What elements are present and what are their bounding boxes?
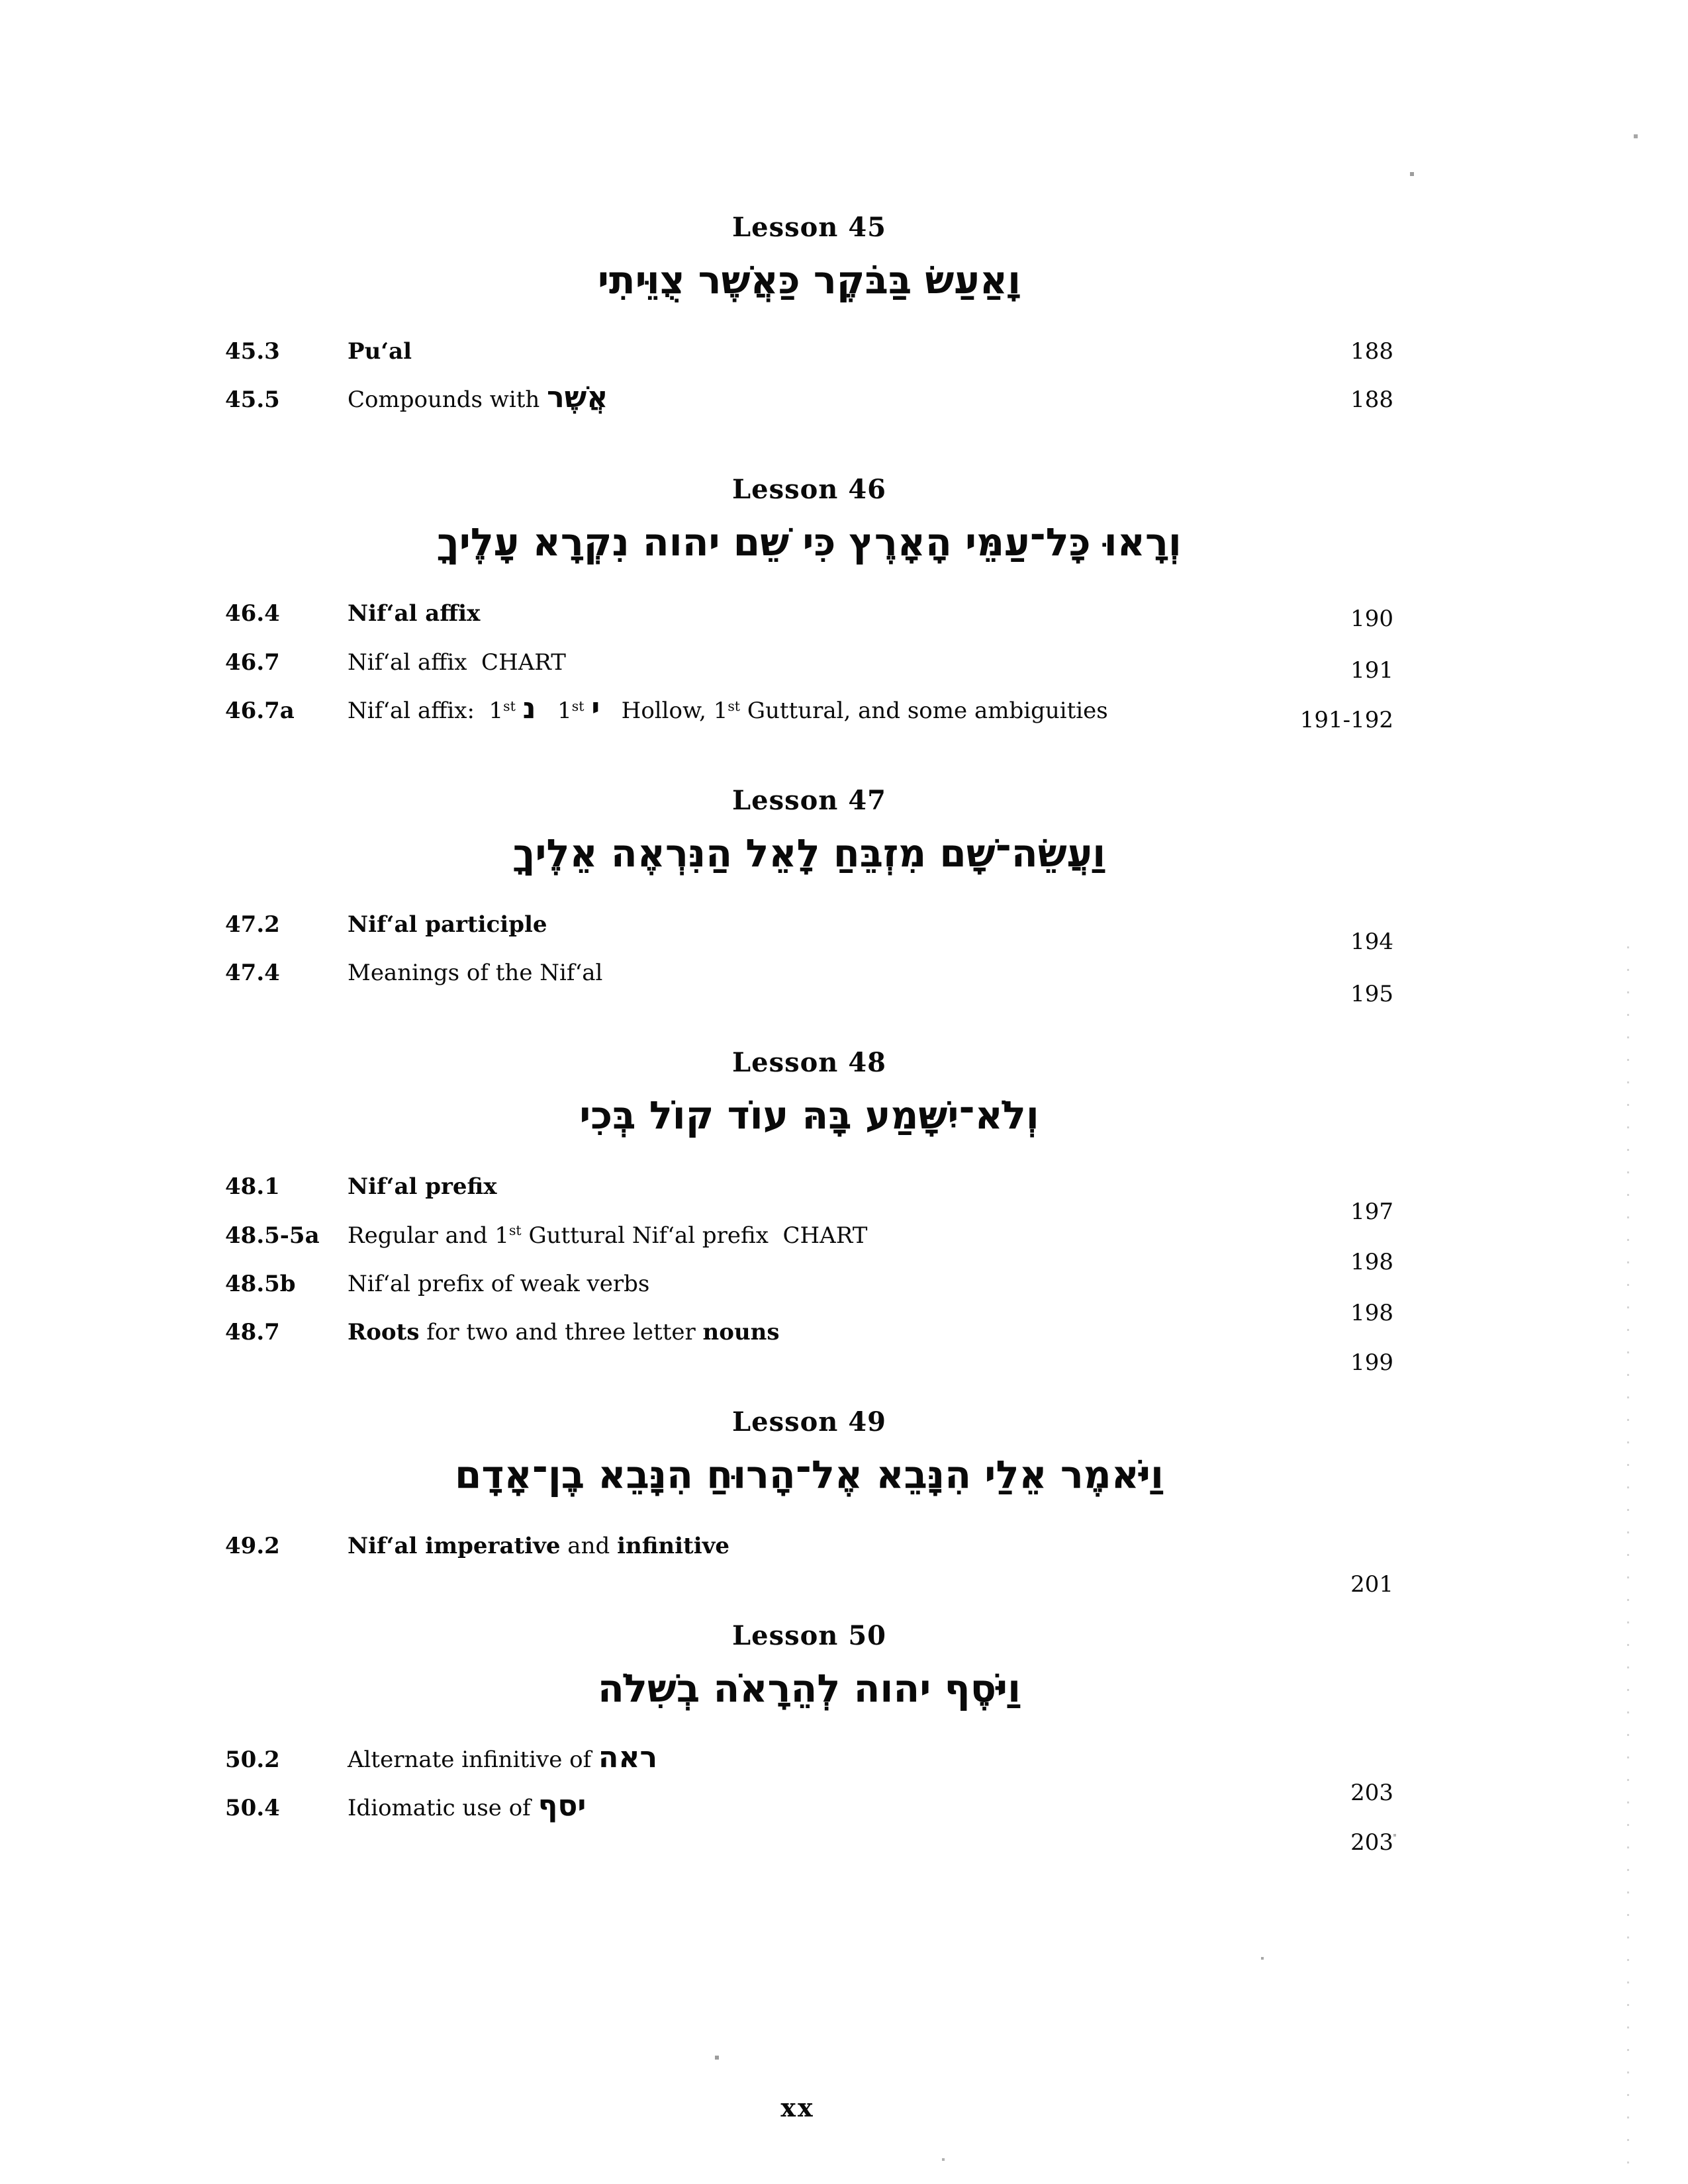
lesson-hebrew-verse: וְרָאוּ כָּל־עַמֵּי הָאָרֶץ כִּי שֵׁם יהוה נִקְרָא עָלֶיךָ [437, 520, 1182, 565]
entry-title [348, 1221, 1278, 1250]
entry-section-number: 48.1 [225, 1173, 280, 1201]
entry-title [348, 381, 1278, 415]
entry-title-segment: st [508, 1222, 522, 1239]
entry-page-number: 197 [1350, 1199, 1393, 1226]
scan-artifact-dotted-line [1627, 946, 1629, 2177]
toc-entry-row [225, 1531, 1393, 1598]
entry-title-segment: Regular and [348, 1222, 495, 1249]
toc-entry-row [225, 691, 1393, 733]
entry-section-number: 47.2 [225, 911, 280, 938]
entry-title-segment: and [560, 1533, 618, 1560]
entry-title [348, 1741, 1278, 1775]
entry-title-segment [536, 698, 557, 724]
toc-content [225, 212, 1393, 1856]
entry-title [348, 1318, 1278, 1347]
toc-entry-row [225, 599, 1393, 633]
entry-section-number: 46.7a [225, 697, 295, 724]
lesson-hebrew-verse: וָאַעַשׂ בַּבֹּקֶר כַּאֲשֶׁר צֻוֵּיתִי [597, 257, 1021, 302]
lesson-hebrew-verse: וַיֹּסֶף יהוה לְהֵרָאֹה בְשִׁלֹה [597, 1666, 1021, 1711]
entry-title [348, 599, 1278, 628]
entry-title-segment: Alternate infinitive of [348, 1747, 598, 1774]
entry-title-hebrew-word: י [591, 691, 600, 725]
toc-entry-row [225, 648, 1393, 684]
entry-title-segment: st [503, 698, 516, 714]
entry-page-number: 188 [1350, 338, 1393, 365]
entry-title-segment: 1 [494, 1222, 509, 1249]
entry-title [348, 1269, 1278, 1298]
entry-title-segment: Nif‘al affix: [348, 697, 489, 724]
entry-page-number: 191 [1350, 657, 1393, 684]
entry-title-segment: Nif‘al affix CHART [348, 649, 566, 676]
lesson-heading: Lesson 47 [732, 784, 886, 816]
lesson-section [225, 1047, 1393, 1376]
entry-title-segment: Guttural Nif‘al prefix CHART [521, 1222, 868, 1249]
entry-title-segment: Pu‘al [348, 338, 412, 365]
entry-title-segment: 1 [557, 697, 572, 724]
entry-title-segment: Nif‘al prefix [348, 1173, 497, 1201]
lesson-section [225, 474, 1393, 733]
entry-title [348, 691, 1278, 725]
lesson-heading: Lesson 46 [732, 474, 886, 506]
entry-section-number: 48.5-5a [225, 1222, 320, 1249]
entry-title-segment: 1 [713, 697, 728, 724]
entry-title-segment: 1 [489, 697, 504, 724]
entry-title-segment: for two and three letter [419, 1318, 703, 1345]
entry-title [348, 1172, 1278, 1201]
entry-title-hebrew-word: אֲשֶׁר [547, 381, 608, 415]
entry-title-hebrew-word: ראה [598, 1741, 658, 1775]
lesson-hebrew-verse: וַיֹּאמֶר אֵלַי הִנָּבֵא אֶל־הָרוּחַ הִנָּבֵא בֶן־אָדָם [455, 1452, 1164, 1498]
entry-title [348, 958, 1278, 987]
scan-artifact-specks [0, 0, 1, 1]
entry-title-segment: Idiomatic use of [348, 1795, 538, 1822]
lessons-container [225, 212, 1393, 1856]
entry-section-number: 50.2 [225, 1747, 280, 1774]
lesson-heading: Lesson 48 [732, 1047, 886, 1079]
entry-section-number: 46.4 [225, 600, 280, 627]
entry-page-number: 191-192 [1299, 706, 1393, 733]
toc-entry-row [225, 337, 1393, 366]
entry-section-number: 46.7 [225, 649, 280, 676]
entry-section-number: 45.3 [225, 338, 280, 365]
entry-title-hebrew-word: יסף [538, 1789, 586, 1823]
entry-title-segment: nouns [702, 1318, 780, 1345]
entry-title [348, 910, 1278, 939]
entry-title-hebrew-word: נ [522, 691, 536, 725]
entry-title-segment: Nif‘al affix [348, 600, 481, 627]
lesson-heading: Lesson 50 [732, 1620, 886, 1652]
lesson-section [225, 1406, 1393, 1598]
toc-entry-row [225, 381, 1393, 415]
entry-title [348, 648, 1278, 677]
lesson-section [225, 213, 1393, 414]
entry-title-segment: st [727, 698, 741, 714]
entry-page-number: 188 [1350, 387, 1393, 414]
entry-page-number: 201 [1350, 1571, 1393, 1598]
entry-title [348, 1531, 1278, 1561]
entry-page-number: 203 [1350, 1829, 1393, 1856]
entry-title-segment [584, 698, 591, 724]
entry-page-number: 203 [1350, 1780, 1393, 1807]
entry-section-number: 48.5b [225, 1270, 296, 1297]
entry-section-number: 50.4 [225, 1795, 280, 1822]
lesson-section [225, 784, 1393, 1008]
entry-section-number: 48.7 [225, 1318, 280, 1345]
toc-entry-row [225, 910, 1393, 955]
toc-entry-row [225, 1221, 1393, 1275]
lesson-hebrew-verse: וְלֹא־יִשָּׁמַע בָּהּ עוֹד קוֹל בְּכִי [579, 1093, 1039, 1138]
entry-page-number: 190 [1350, 606, 1393, 633]
entry-page-number: 194 [1350, 928, 1393, 955]
entry-title-segment: infinitive [617, 1533, 730, 1560]
entry-title-segment: Compounds with [348, 387, 547, 414]
entry-title-segment: Nif‘al imperative [348, 1533, 561, 1560]
entry-page-number: 195 [1350, 981, 1393, 1008]
lesson-section [225, 1620, 1393, 1856]
toc-entry-row [225, 1269, 1393, 1326]
entry-title-segment: Roots [348, 1318, 420, 1345]
entry-title-segment: Nif‘al prefix of weak verbs [348, 1270, 650, 1297]
lesson-hebrew-verse: וַעֲשֵׂה־שָׁם מִזְבֵּחַ לָאֵל הַנִּרְאֶה אֵלֶיךָ [512, 830, 1106, 876]
page-number-footer: xx [780, 2093, 815, 2122]
entry-page-number: 198 [1350, 1248, 1393, 1275]
entry-section-number: 49.2 [225, 1533, 280, 1560]
entry-section-number: 45.5 [225, 387, 280, 414]
toc-entry-row [225, 958, 1393, 1008]
entry-title-segment: Meanings of the Nif‘al [348, 960, 603, 987]
toc-entry-row [225, 1318, 1393, 1376]
entry-page-number: 199 [1350, 1349, 1393, 1376]
entry-page-number: 198 [1350, 1299, 1393, 1326]
lesson-heading: Lesson 45 [732, 212, 886, 243]
entry-title [348, 1789, 1278, 1823]
toc-entry-row [225, 1789, 1393, 1856]
lesson-heading: Lesson 49 [732, 1406, 886, 1438]
entry-title-segment: Nif‘al participle [348, 911, 547, 938]
entry-title-segment: Hollow, [600, 697, 714, 724]
entry-title [348, 337, 1278, 366]
toc-entry-row [225, 1172, 1393, 1226]
entry-section-number: 47.4 [225, 960, 280, 987]
entry-title-segment: Guttural, and some ambiguities [740, 697, 1108, 724]
entry-title-segment [516, 698, 523, 724]
entry-title-segment: st [571, 698, 585, 714]
